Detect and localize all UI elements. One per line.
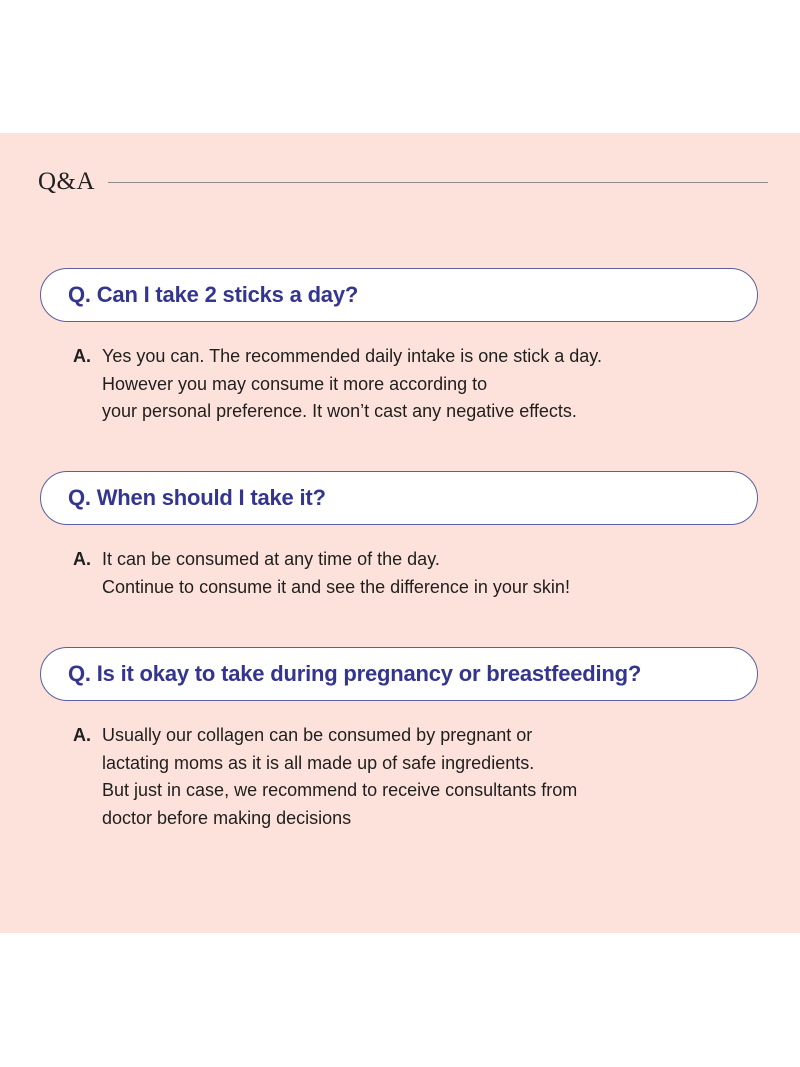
- section-header: [38, 167, 768, 197]
- qa-item: [40, 647, 760, 832]
- header-divider: [108, 182, 768, 183]
- qa-item: [40, 471, 760, 601]
- question-text: Q. Can I take 2 sticks a day?: [68, 282, 359, 307]
- answer-block: [40, 343, 760, 426]
- question-pill: [40, 647, 758, 701]
- answer-line: Continue to consume it and see the difference in your skin!: [102, 576, 570, 597]
- section-title: Q&A: [38, 168, 96, 195]
- answer-line: Yes you can. The recommended daily intake is one stick a day.: [102, 346, 602, 366]
- answer-line: your personal preference. It won’t cast any negative effects.: [102, 401, 577, 421]
- answer-prefix: A.: [73, 549, 91, 569]
- answer-prefix: A.: [73, 725, 91, 745]
- answer-line: doctor before making decisions: [102, 807, 352, 828]
- answer-line: However you may consume it more according to: [102, 373, 488, 394]
- question-pill: [40, 471, 758, 525]
- answer-line: lactating moms as it is all made up of safe ingredients.: [102, 752, 535, 773]
- answer-line: It can be consumed at any time of the day.: [102, 549, 440, 569]
- answer-line: Usually our collagen can be consumed by pregnant or: [102, 725, 533, 745]
- qa-item: [40, 268, 760, 426]
- question-text: Q. Is it okay to take during pregnancy or breastfeeding?: [68, 661, 642, 686]
- answer-prefix: A.: [73, 346, 91, 366]
- question-pill: [40, 268, 758, 322]
- question-text: Q. When should I take it?: [68, 485, 326, 510]
- answer-block: [40, 546, 760, 601]
- qa-panel: [0, 133, 800, 933]
- answer-line: But just in case, we recommend to receive consultants from: [102, 780, 578, 800]
- answer-block: [40, 722, 760, 832]
